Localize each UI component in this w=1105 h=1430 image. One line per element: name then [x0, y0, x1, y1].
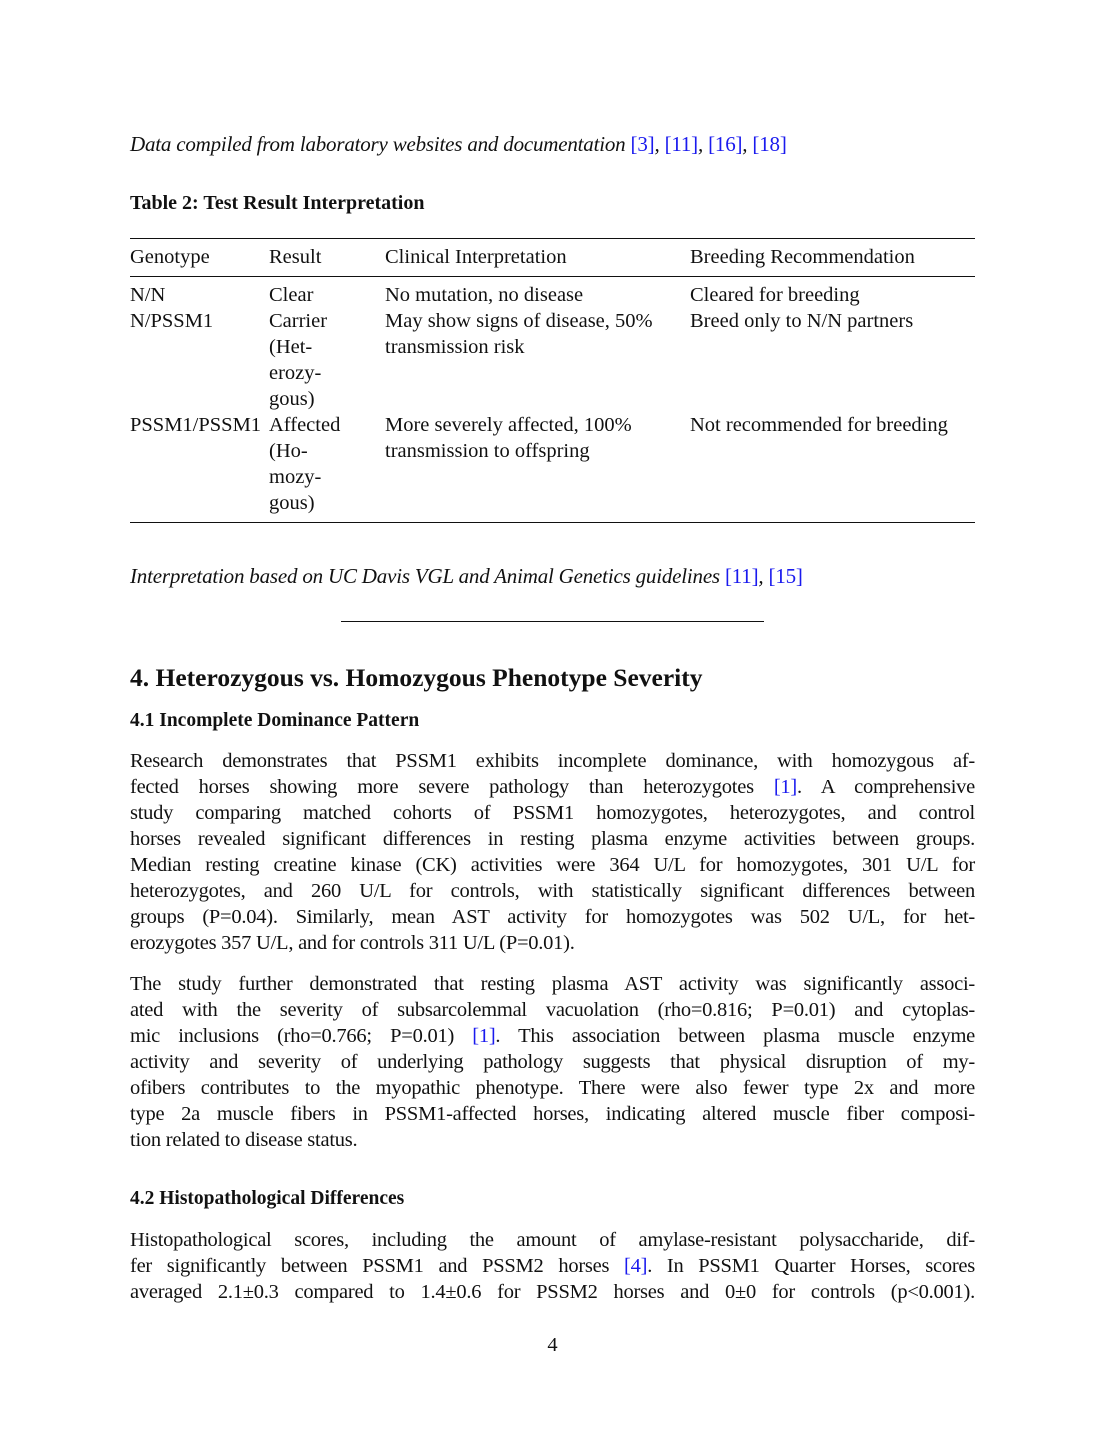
citation-link[interactable]: [3]	[630, 132, 655, 156]
table-row	[130, 277, 975, 309]
citation-link[interactable]: [11]	[664, 132, 698, 156]
table1-note-text: Data compiled from laboratory websites and documentation	[130, 132, 626, 156]
paragraph-incomplete-dominance: Research demonstrates that PSSM1 exhibits incomplete dominance, with homozygous af- fected horses showing more severe pathology than heterozygotes [1]. A comprehensive study comparing matched cohorts of PSSM1 homozygotes, heterozygotes, and control horses revealed significant differences in resting plasma enzyme activities between groups. Median resting creatine kinase (CK) activities were 364 U/L for homozygotes, 301 U/L for heterozygotes, and 260 U/L for controls, with statistically significant differences between groups (P=0.04). Similarly, mean AST activity for homozygotes was 502 U/L, for het- erozygotes 357 U/L, and for controls 311 U/L (P=0.01).	[130, 750, 976, 954]
cell-result: Clear	[269, 284, 314, 306]
paragraph-ast-association: The study further demonstrated that resting plasma AST activity was significantly associ- ated with the severity of subsarcolemmal vacuolation (rho=0.816; P=0.01) and cytoplas- mic inclusions (rho=0.766; P=0.01) [1]. This association between plasma muscle enzyme activity and severity of underlying pathology suggests that physical disruption of my- ofibers contributes to the myopathic phenotype. There were also fewer type 2x and more type 2a muscle fibers in PSSM1-affected horses, indicating altered muscle fiber composi- tion related to disease status.	[130, 973, 975, 1151]
test-result-table	[130, 238, 975, 523]
subsection-heading: 4.1 Incomplete Dominance Pattern	[130, 710, 420, 731]
citation-link[interactable]: [4]	[624, 1255, 648, 1277]
cell-breeding: Breed only to N/N partners	[690, 310, 914, 332]
citation-link[interactable]: [16]	[708, 132, 743, 156]
cell-genotype: PSSM1/PSSM1	[130, 414, 262, 436]
citation-link[interactable]: [18]	[752, 132, 787, 156]
cell-result: Affected (Ho- mozy- gous)	[269, 414, 341, 514]
cell-genotype: N/PSSM1	[130, 310, 214, 332]
table2-note-text: Interpretation based on UC Davis VGL and Animal Genetics guidelines	[130, 564, 720, 588]
subsection-heading: 4.2 Histopathological Differences	[130, 1188, 405, 1209]
citation-link[interactable]: [15]	[768, 564, 803, 588]
citation-link[interactable]: [1]	[472, 1025, 496, 1047]
table-header-row	[130, 239, 975, 277]
column-header-result: Result	[269, 246, 322, 268]
cell-result: Carrier (Het- erozy- gous)	[269, 310, 328, 410]
section-heading: 4. Heterozygous vs. Homozygous Phenotype Severity	[130, 663, 703, 692]
table1-source-note: Data compiled from laboratory websites and documentation [3], [11], [16], [18]	[130, 132, 787, 156]
paragraph-histopathology: Histopathological scores, including the amount of amylase-resistant polysaccharide, dif- fer significantly between PSSM1 and PSSM2 horses [4]. In PSSM1 Quarter Horses, scores averaged 2.1±0.3 compared to 1.4±0.6 for PSSM2 horses and 0±0 for controls (p<0.001).	[130, 1229, 975, 1303]
column-header-clinical: Clinical Interpretation	[385, 246, 567, 268]
cell-clinical: No mutation, no disease	[385, 284, 584, 306]
page-number: 4	[547, 1334, 558, 1356]
table-row	[130, 308, 975, 412]
column-header-breeding: Breeding Recommendation	[690, 246, 915, 268]
cell-clinical: More severely affected, 100% transmission to offspring	[385, 414, 632, 462]
citation-link[interactable]: [1]	[773, 776, 797, 798]
citation-link[interactable]: [11]	[724, 564, 759, 588]
table2-source-note: Interpretation based on UC Davis VGL and Animal Genetics guidelines [11], [15]	[130, 564, 803, 588]
cell-genotype: N/N	[130, 284, 166, 306]
section-divider	[341, 621, 764, 622]
table-title: Table 2: Test Result Interpretation	[130, 192, 425, 214]
column-header-genotype: Genotype	[130, 246, 210, 268]
cell-breeding: Cleared for breeding	[690, 284, 860, 306]
cell-breeding: Not recommended for breeding	[690, 414, 948, 436]
cell-clinical: May show signs of disease, 50% transmission risk	[385, 310, 653, 358]
table-row	[130, 412, 975, 523]
